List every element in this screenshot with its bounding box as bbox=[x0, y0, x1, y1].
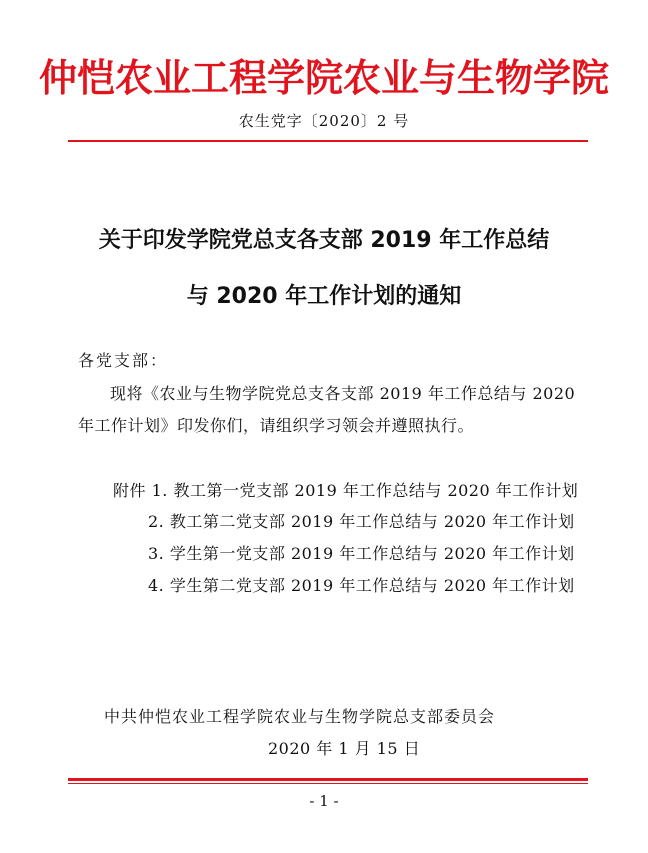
document-number: 农生党字〔2020〕2 号 bbox=[238, 112, 410, 130]
attachment-item bbox=[148, 543, 575, 565]
attachment-item bbox=[148, 511, 575, 533]
document-title-line-1: 关于印发学院党总支各支部 2019 年工作总结 bbox=[98, 228, 550, 253]
attachment-item-text: 3. 学生第一党支部 2019 年工作总结与 2020 年工作计划 bbox=[148, 544, 575, 563]
issuer-signature: 中共仲恺农业工程学院农业与生物学院总支部委员会 bbox=[104, 707, 496, 726]
issuing-organization-header: 仲恺农业工程学院农业与生物学院 bbox=[38, 56, 609, 100]
page-number: - 1 - bbox=[309, 792, 339, 810]
attachment-item-text: 1. 教工第一党支部 2019 年工作总结与 2020 年工作计划 bbox=[151, 481, 579, 500]
salutation: 各党支部： bbox=[78, 351, 169, 370]
attachment-item-text: 4. 学生第二党支部 2019 年工作总结与 2020 年工作计划 bbox=[148, 576, 575, 595]
document-title-line-2: 与 2020 年工作计划的通知 bbox=[186, 284, 462, 309]
red-footer-rule-thick bbox=[68, 778, 588, 781]
attachment-prefix: 附件 bbox=[113, 481, 147, 500]
body-paragraph: 现将《农业与生物学院党总支各支部 2019 年工作总结与 2020 年工作计划》印发你们，请组织学习领会并遵照执行。 bbox=[78, 384, 576, 435]
attachment-item-text: 2. 教工第二党支部 2019 年工作总结与 2020 年工作计划 bbox=[148, 512, 575, 531]
red-header-rule bbox=[68, 140, 588, 142]
red-footer-rule-thin bbox=[68, 783, 588, 784]
issue-date: 2020 年 1 月 15 日 bbox=[268, 739, 421, 758]
attachment-item bbox=[148, 575, 575, 597]
attachment-item bbox=[113, 480, 578, 502]
